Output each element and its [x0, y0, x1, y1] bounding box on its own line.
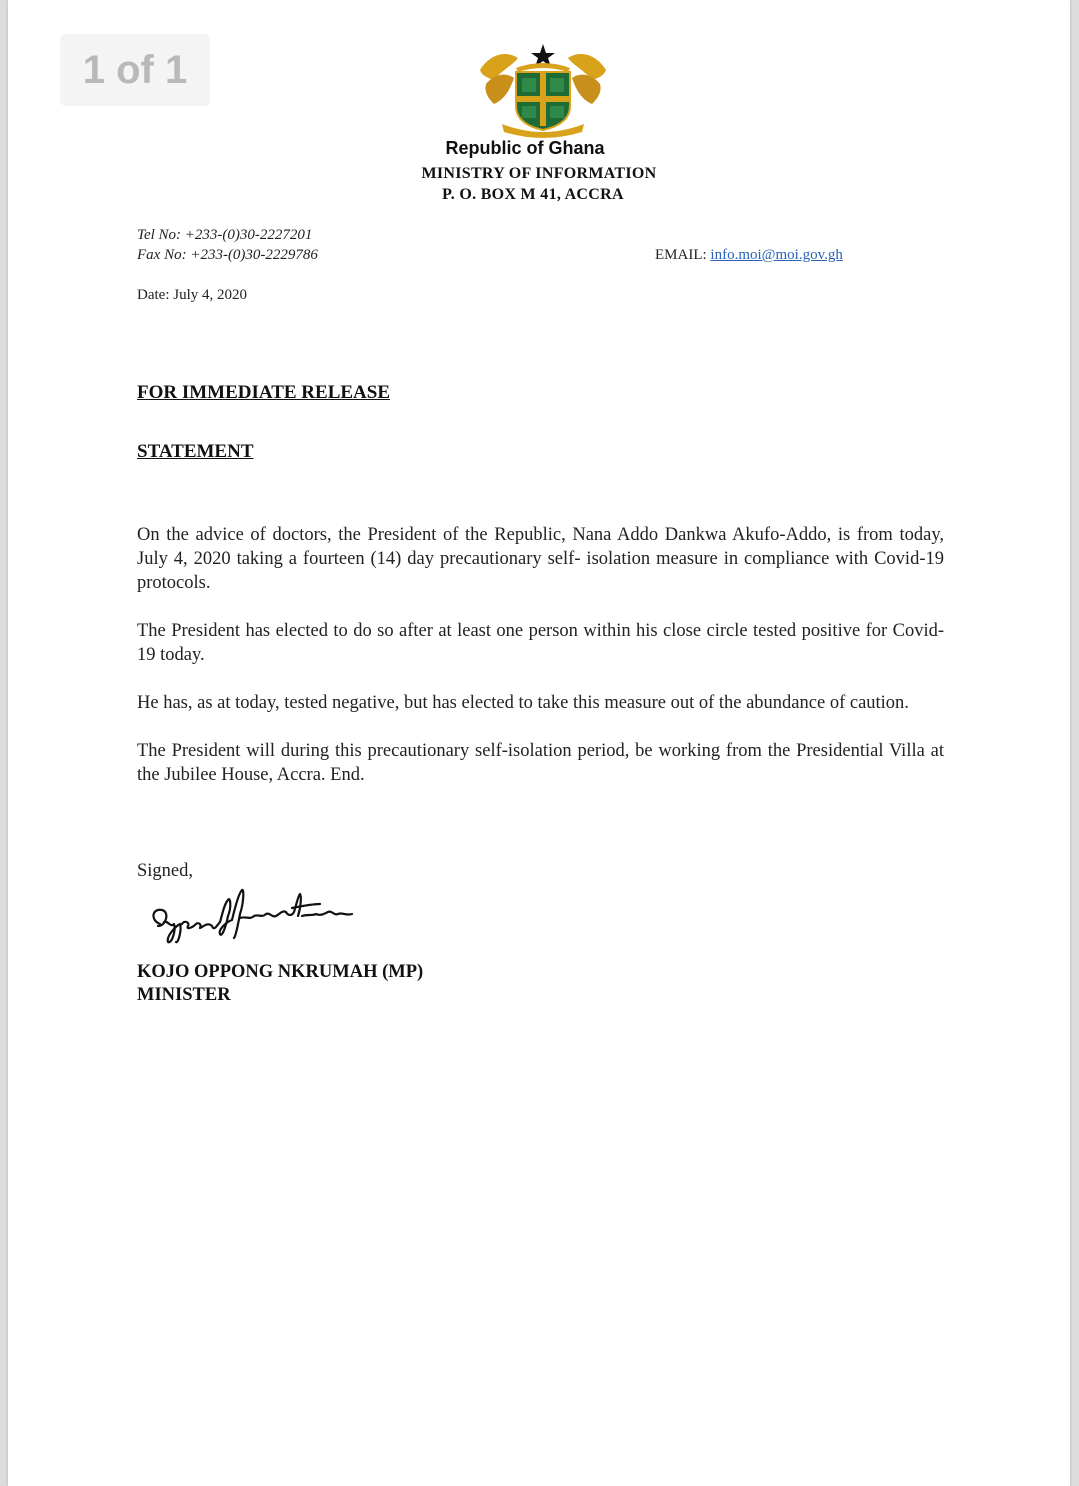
paragraph: The President will during this precautionary self-isolation period, be working from the Presidential Villa at the Jubilee House, Accra. End.: [137, 741, 944, 785]
ghana-coat-of-arms-icon: [472, 40, 614, 138]
signatory-block: [137, 961, 423, 1007]
signatory-title: MINISTER: [137, 985, 231, 1005]
document-date: Date: July 4, 2020: [137, 287, 247, 303]
email-link[interactable]: info.moi@moi.gov.gh: [710, 247, 843, 263]
statement-heading: STATEMENT: [137, 441, 254, 462]
page-indicator: 1 of 1: [60, 34, 210, 106]
signed-label: Signed,: [137, 861, 194, 881]
fax-number: Fax No: +233-(0)30-2229786: [137, 247, 318, 263]
signatory-name: KOJO OPPONG NKRUMAH (MP): [137, 962, 424, 982]
paragraph: On the advice of doctors, the President of the Republic, Nana Addo Dankwa Akufo-Addo, is from today, July 4, 2020 taking a fourteen (14) day precautionary self- isolation measure in compliance with Covid-19 protocols.: [137, 525, 944, 593]
ministry-address: P. O. BOX M 41, ACCRA: [442, 186, 624, 203]
email-line: [655, 247, 843, 264]
handwritten-signature: [142, 886, 357, 954]
ministry-title: MINISTRY OF INFORMATION: [421, 165, 657, 182]
email-label: EMAIL:: [655, 247, 707, 263]
tel-number: Tel No: +233-(0)30-2227201: [137, 227, 313, 243]
statement-body: [137, 523, 944, 811]
paragraph: The President has elected to do so after at least one person within his close circle tested positive for Covid-19 today.: [137, 621, 944, 665]
document-page: [8, 0, 1070, 1486]
republic-title: Republic of Ghana: [445, 138, 605, 158]
release-heading: FOR IMMEDIATE RELEASE: [137, 382, 391, 403]
paragraph: He has, as at today, tested negative, but has elected to take this measure out of the abundance of caution.: [137, 693, 909, 713]
